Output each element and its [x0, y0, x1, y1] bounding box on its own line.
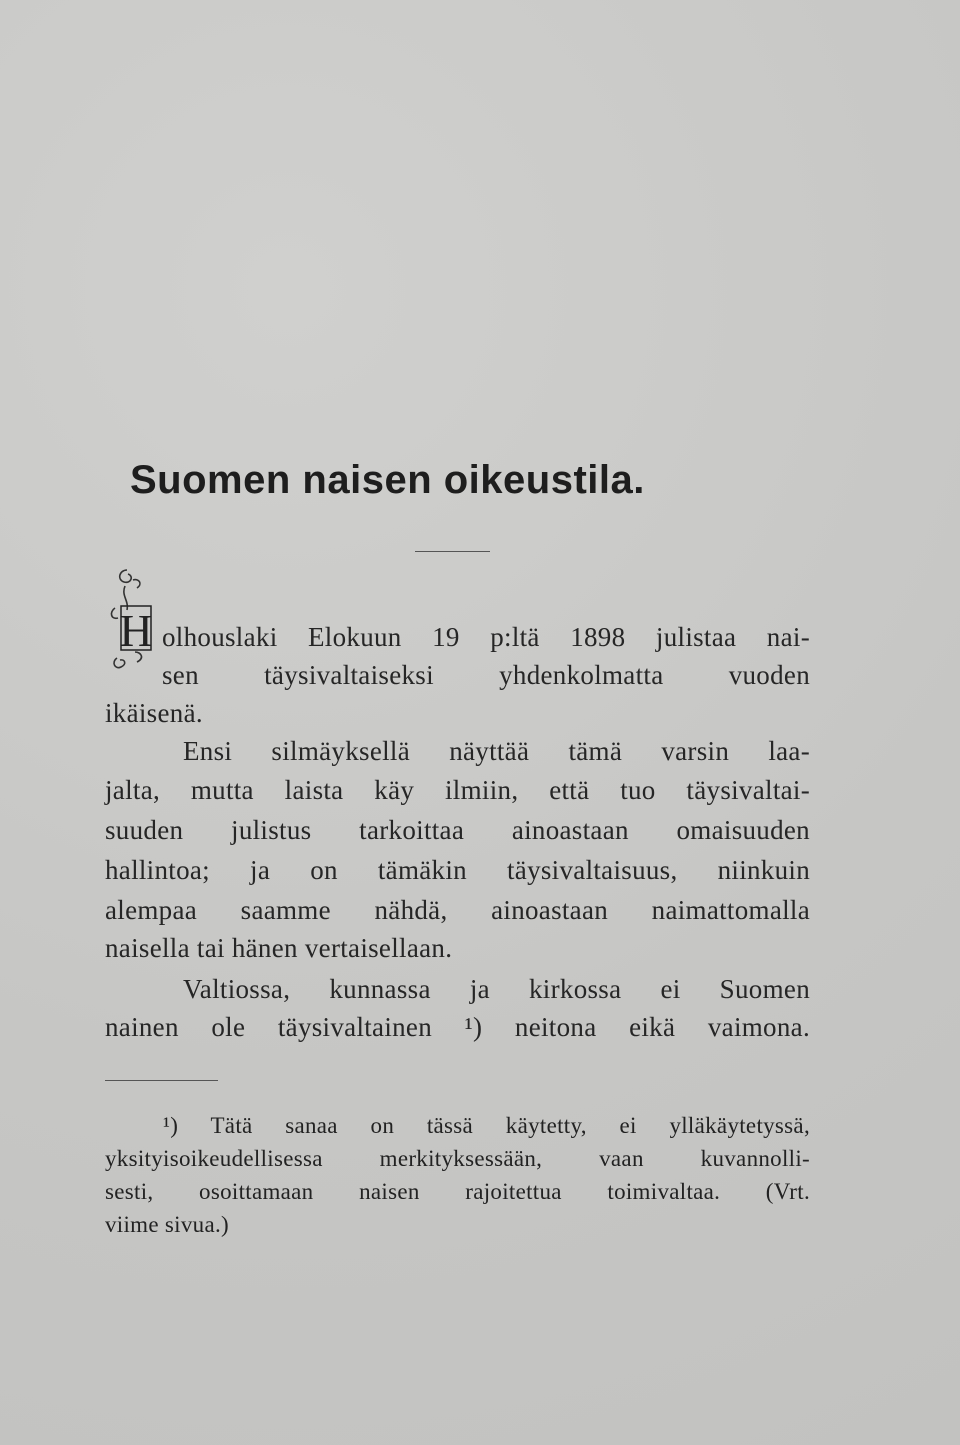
- page-title: Suomen naisen oikeustila.: [130, 458, 645, 502]
- footnote-line: viime sivua.): [105, 1212, 229, 1237]
- footnote-line: sesti, osoittamaan naisen rajoitettua toimivaltaa. (Vrt.: [105, 1179, 810, 1204]
- body-line: alempaa saamme nähdä, ainoastaan naimattomalla: [105, 895, 810, 925]
- body-line: nainen ole täysivaltainen ¹) neitona eikä vaimona.: [105, 1012, 810, 1042]
- body-line: sen täysivaltaiseksi yhdenkolmatta vuoden: [162, 660, 810, 690]
- footnote-divider: [105, 1080, 218, 1081]
- footnote-line: yksityisoikeudellisessa merkityksessään, vaan kuvannolli-: [105, 1146, 810, 1171]
- svg-text:H: H: [119, 605, 153, 656]
- body-line: Ensi silmäyksellä näyttää tämä varsin laa-: [183, 736, 810, 766]
- footnote-line: ¹) Tätä sanaa on tässä käytetty, ei ylläkäytetyssä,: [163, 1113, 810, 1138]
- body-line: jalta, mutta laista käy ilmiin, että tuo täysivaltai-: [105, 775, 810, 805]
- title-divider: [415, 551, 490, 552]
- body-line: Valtiossa, kunnassa ja kirkossa ei Suomen: [183, 974, 810, 1004]
- body-line: naisella tai hänen vertaisellaan.: [105, 933, 453, 963]
- body-line: suuden julistus tarkoittaa ainoastaan omaisuuden: [105, 815, 810, 845]
- body-line: hallintoa; ja on tämäkin täysivaltaisuus, niinkuin: [105, 855, 810, 885]
- body-line: olhouslaki Elokuun 19 p:ltä 1898 julistaa nai-: [162, 622, 810, 652]
- body-line: ikäisenä.: [105, 698, 203, 728]
- dropcap-ornament-icon: [107, 566, 159, 682]
